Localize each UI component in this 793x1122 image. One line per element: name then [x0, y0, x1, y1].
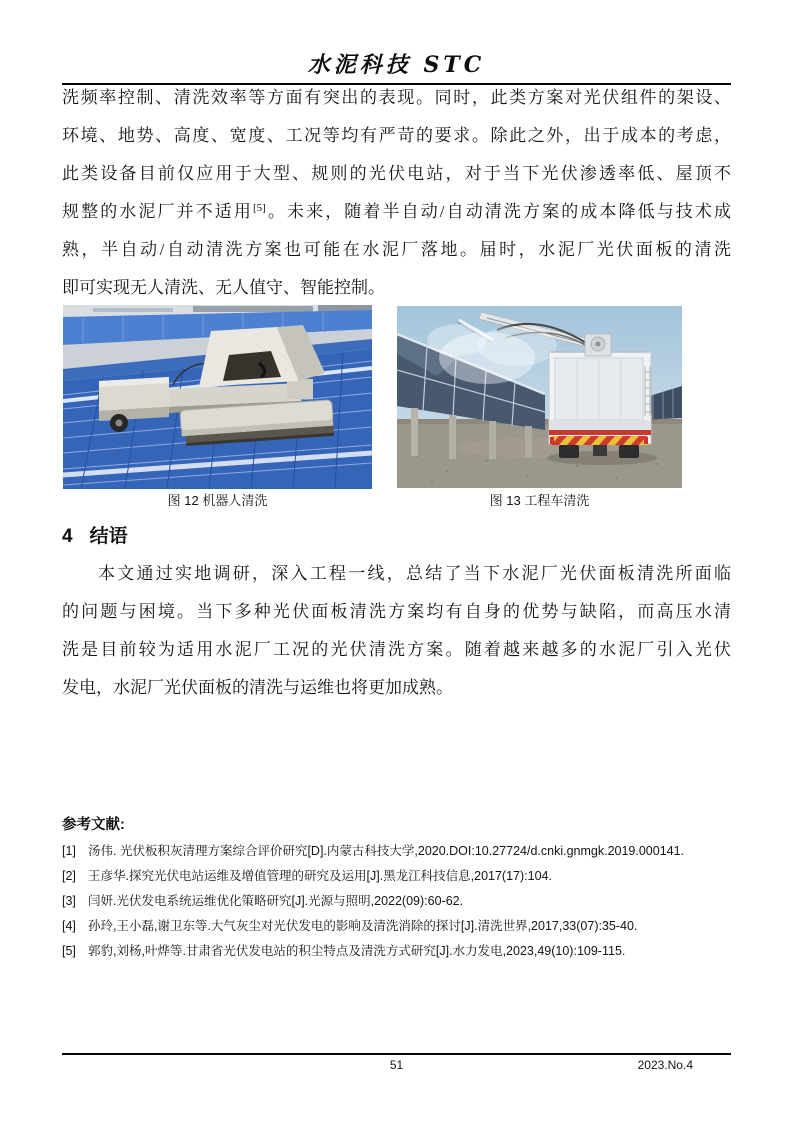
text-line: 洗是目前较为适用水泥厂工况的光伏清洗方案。随着越来越多的水泥厂引入光伏 — [62, 640, 731, 659]
concrete-post — [489, 421, 496, 459]
text-line: 的问题与困境。当下多种光伏面板清洗方案均有自身的优势与缺陷，而高压水清 — [62, 602, 731, 621]
figure-12-caption: 图 12 机器人清洗 — [167, 493, 268, 508]
citation-superscript: [5] — [252, 202, 266, 214]
reference-item — [62, 939, 742, 964]
figure-13-caption: 图 13 工程车清洗 — [489, 493, 590, 508]
reference-text: 孙玲,王小磊,谢卫东等.大气灰尘对光伏发电的影响及清洗消除的探讨[J].清洗世界,2017,33(07):35-40. — [88, 919, 638, 933]
concrete-post — [411, 408, 418, 456]
text-line: 规整的水泥厂并不适用[5]。未来，随着半自动/自动清洗方案的成本降低与技术成 — [62, 202, 731, 221]
issue-number: 2023.No.4 — [637, 1058, 693, 1072]
reference-id: [2] — [62, 869, 76, 883]
text-line: 熟，半自动/自动清洗方案也可能在水泥厂落地。届时，水泥厂光伏面板的清洗 — [62, 240, 731, 259]
truck-wheel — [619, 445, 639, 458]
reference-item — [62, 839, 742, 864]
concrete-post — [449, 415, 456, 459]
reference-text: 汤伟. 光伏板积灰清理方案综合评价研究[D].内蒙古科技大学,2020.DOI:10.27724/d.cnki.gnmgk.2019.000141. — [88, 844, 685, 858]
text-line: 此类设备目前仅应用于大型、规则的光伏电站，对于当下光伏渗透率低、屋顶不 — [62, 164, 731, 183]
journal-title: 水泥科技 STC — [307, 52, 486, 78]
page-number: 51 — [389, 1058, 404, 1072]
truck-wheel — [559, 445, 579, 458]
reference-id: [3] — [62, 894, 76, 908]
text-line: 即可实现无人清洗、无人值守、智能控制。 — [62, 278, 385, 297]
reference-text: 王彦华.探究光伏电站运维及增值管理的研究及运用[J].黑龙江科技信息,2017(17):104. — [88, 869, 552, 883]
text-line: 洗频率控制、清洗效率等方面有突出的表现。同时，此类方案对光伏组件的架设、 — [62, 88, 731, 107]
reference-id: [1] — [62, 844, 76, 858]
continued-paragraph — [62, 79, 731, 307]
references-list — [62, 839, 742, 964]
reference-item — [62, 889, 742, 914]
reference-text: 闫妍.光伏发电系统运维优化策略研究[J].光源与照明,2022(09):60-62. — [88, 894, 464, 908]
text-line: 环境、地势、高度、宽度、工况等均有严苛的要求。除此之外，出于成本的考虑， — [62, 126, 731, 145]
text-line: 本文通过实地调研，深入工程一线，总结了当下水泥厂光伏面板清洗所面临 — [98, 564, 731, 583]
section-title: 结语 — [89, 526, 128, 547]
reference-id: [4] — [62, 919, 76, 933]
figure-12 — [63, 305, 372, 489]
reference-item — [62, 864, 742, 889]
concrete-post — [525, 426, 532, 458]
footer-rule — [62, 1053, 731, 1055]
references-heading: 参考文献: — [62, 817, 125, 833]
text-line: 发电，水泥厂光伏面板的清洗与运维也将更加成熟。 — [62, 678, 453, 697]
section-number: 4 — [62, 526, 73, 547]
figure-13 — [397, 306, 682, 488]
conclusion-paragraph — [62, 555, 731, 707]
reference-id: [5] — [62, 944, 76, 958]
truck-cleaning-photo — [397, 306, 682, 488]
reference-item — [62, 914, 742, 939]
reference-text: 郭豹,刘杨,叶烨等.甘肃省光伏发电站的积尘特点及清洗方式研究[J].水力发电,2023,49(10):109-115. — [88, 944, 626, 958]
section-4-heading — [62, 524, 128, 550]
robot-cleaning-photo — [63, 305, 372, 489]
